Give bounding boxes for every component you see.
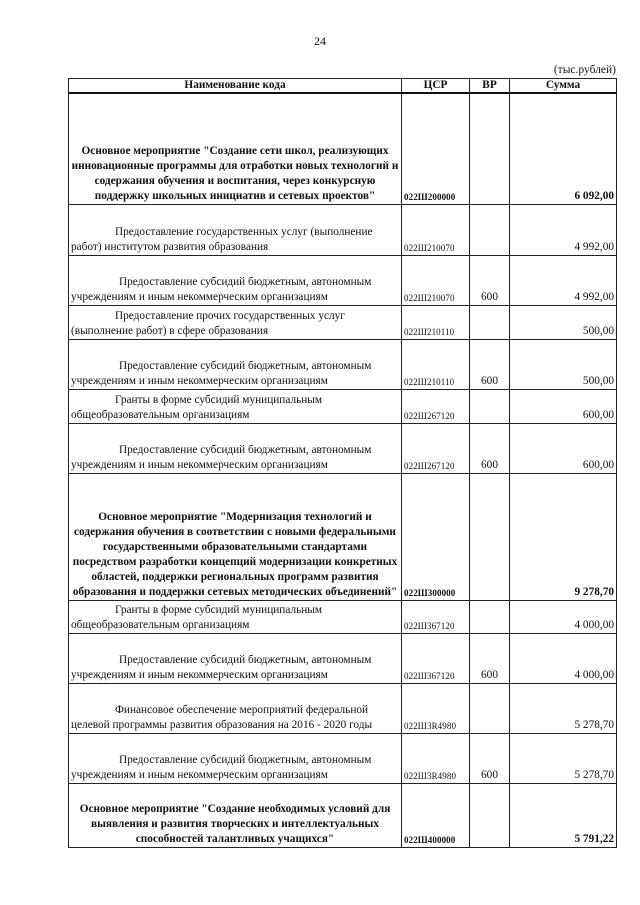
table-row-main-activity <box>69 473 617 600</box>
table-row <box>69 389 617 423</box>
row-sum: 6 092,00 <box>510 93 617 204</box>
row-sum: 4 992,00 <box>510 204 617 255</box>
row-name: Основное мероприятие "Создание сети школ, реализующих инновационные программы для отработки новых технологий и содержания обучения и воспитания, через конкурсную поддержку школьных инициатив и сетевых проектов" <box>69 93 402 204</box>
row-name: Предоставление субсидий бюджетным, автономным учреждениям и иным некоммерческим организациям <box>69 633 402 683</box>
table-row <box>69 255 617 305</box>
row-name: Основное мероприятие "Модернизация технологий и содержания обучения в соответствии с новыми федеральными государственными образовательными стандартами посредством разработки концепций модернизации конкретных областей, поддержки региональных программ развития образования и поддержки сетевых методических объединений" <box>69 473 402 600</box>
row-csr: 022Ш3R4980 <box>402 733 470 783</box>
header-sum: Сумма <box>510 79 617 94</box>
budget-table <box>68 78 617 848</box>
units-note: (тыс.рублей) <box>553 64 616 76</box>
row-csr: 022Ш367120 <box>402 600 470 633</box>
row-sum: 600,00 <box>510 389 617 423</box>
page-number: 24 <box>314 34 326 48</box>
row-csr: 022Ш267120 <box>402 389 470 423</box>
table-row <box>69 305 617 339</box>
row-name: Предоставление прочих государственных услуг (выполнение работ) в сфере образования <box>69 305 402 339</box>
table-row <box>69 633 617 683</box>
row-vr <box>470 204 510 255</box>
row-vr <box>470 473 510 600</box>
row-sum: 5 791,22 <box>510 783 617 847</box>
table-row <box>69 600 617 633</box>
row-name: Гранты в форме субсидий муниципальным общеобразовательным организациям <box>69 389 402 423</box>
table-row <box>69 423 617 473</box>
row-csr: 022Ш200000 <box>402 93 470 204</box>
row-vr <box>470 93 510 204</box>
row-csr: 022Ш300000 <box>402 473 470 600</box>
row-sum: 500,00 <box>510 305 617 339</box>
row-sum: 5 278,70 <box>510 683 617 733</box>
row-name: Гранты в форме субсидий муниципальным общеобразовательным организациям <box>69 600 402 633</box>
row-vr: 600 <box>470 339 510 389</box>
table-row <box>69 683 617 733</box>
row-name: Предоставление субсидий бюджетным, автономным учреждениям и иным некоммерческим организациям <box>69 255 402 305</box>
row-sum: 600,00 <box>510 423 617 473</box>
row-sum: 500,00 <box>510 339 617 389</box>
row-name: Предоставление субсидий бюджетным, автономным учреждениям и иным некоммерческим организациям <box>69 733 402 783</box>
row-name: Предоставление государственных услуг (выполнение работ) институтом развития образования <box>69 204 402 255</box>
row-sum: 5 278,70 <box>510 733 617 783</box>
table-row <box>69 733 617 783</box>
row-vr: 600 <box>470 255 510 305</box>
row-vr: 600 <box>470 733 510 783</box>
row-csr: 022Ш210070 <box>402 204 470 255</box>
table-row-main-activity <box>69 783 617 847</box>
row-vr <box>470 305 510 339</box>
row-vr: 600 <box>470 633 510 683</box>
row-vr: 600 <box>470 423 510 473</box>
row-csr: 022Ш3R4980 <box>402 683 470 733</box>
row-name: Предоставление субсидий бюджетным, автономным учреждениям и иным некоммерческим организациям <box>69 339 402 389</box>
row-csr: 022Ш367120 <box>402 633 470 683</box>
header-name: Наименование кода <box>69 79 402 94</box>
row-name: Предоставление субсидий бюджетным, автономным учреждениям и иным некоммерческим организациям <box>69 423 402 473</box>
row-vr <box>470 783 510 847</box>
row-vr <box>470 389 510 423</box>
table-row <box>69 339 617 389</box>
header-csr: ЦСР <box>402 79 470 94</box>
row-csr: 022Ш400000 <box>402 783 470 847</box>
row-name: Финансовое обеспечение мероприятий федеральной целевой программы развития образования на 2016 - 2020 годы <box>69 683 402 733</box>
row-sum: 9 278,70 <box>510 473 617 600</box>
header-vr: ВР <box>470 79 510 94</box>
row-sum: 4 000,00 <box>510 633 617 683</box>
row-csr: 022Ш210110 <box>402 339 470 389</box>
table-row-main-activity <box>69 93 617 204</box>
row-vr <box>470 600 510 633</box>
row-sum: 4 992,00 <box>510 255 617 305</box>
row-csr: 022Ш210070 <box>402 255 470 305</box>
row-name: Основное мероприятие "Создание необходимых условий для выявления и развития творческих и интеллектуальных способностей талантливых учащихся" <box>69 783 402 847</box>
row-vr <box>470 683 510 733</box>
row-sum: 4 000,00 <box>510 600 617 633</box>
table-header-row <box>69 79 617 94</box>
row-csr: 022Ш210110 <box>402 305 470 339</box>
row-csr: 022Ш267120 <box>402 423 470 473</box>
table-row <box>69 204 617 255</box>
